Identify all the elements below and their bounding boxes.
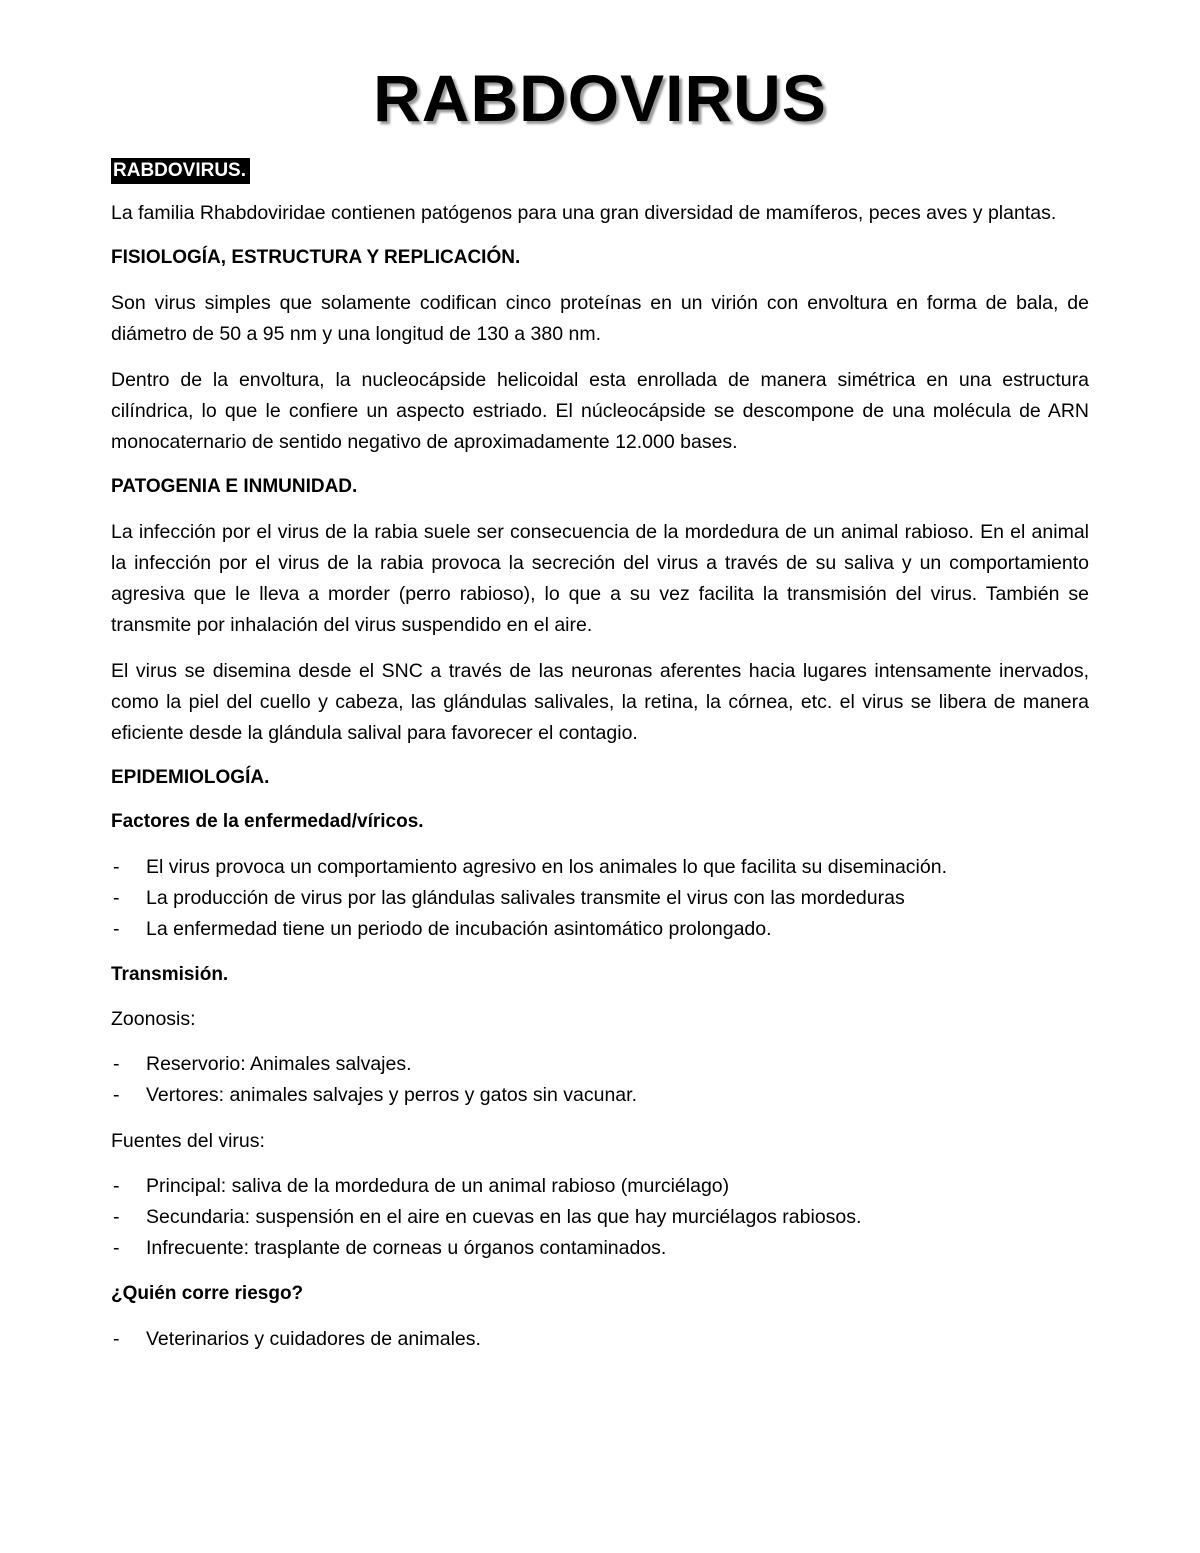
pathogenesis-paragraph-2: El virus se disemina desde el SNC a través de las neuronas aferentes hacia lugares intensamente inervados, como la piel del cuello y cabeza, las glándulas salivales, la retina, la córnea, etc. el virus se libera de manera eficiente desde la glándula salival para favorecer el contagio.	[111, 660, 1089, 744]
dash-bullet: -	[113, 856, 120, 878]
section-label: RABDOVIRUS.	[111, 158, 250, 184]
dash-bullet: -	[113, 887, 120, 909]
dash-bullet: -	[113, 1237, 120, 1259]
dash-bullet: -	[113, 1084, 120, 1106]
list-item-text: Vertores: animales salvajes y perros y gatos sin vacunar.	[146, 1084, 637, 1106]
list-item-text: Principal: saliva de la mordedura de un animal rabioso (murciélago)	[146, 1175, 730, 1197]
dash-bullet: -	[113, 1328, 120, 1350]
list-item-text: La enfermedad tiene un periodo de incubación asintomático prolongado.	[146, 918, 772, 940]
physiology-paragraph-2: Dentro de la envoltura, la nucleocápside helicoidal esta enrollada de manera simétrica en una estructura cilíndrica, lo que le confiere un aspecto estriado. El núcleocápside se descompone de una molécula de ARN monocaternario de sentido negativo de aproximadamente 12.000 bases.	[111, 369, 1089, 453]
zoonosis-label: Zoonosis:	[111, 1008, 196, 1030]
dash-bullet: -	[113, 1175, 120, 1197]
list-item	[111, 1202, 1089, 1233]
list-item	[111, 1049, 1089, 1080]
list-item	[111, 1233, 1089, 1264]
list-item	[111, 852, 1089, 883]
factors-list	[111, 852, 1089, 945]
physiology-paragraph-1: Son virus simples que solamente codifican cinco proteínas en un virión con envoltura en forma de bala, de diámetro de 50 a 95 nm y una longitud de 130 a 380 nm.	[111, 292, 1089, 345]
risk-list	[111, 1324, 1089, 1355]
document-page	[111, 60, 1089, 1371]
dash-bullet: -	[113, 918, 120, 940]
sources-label: Fuentes del virus:	[111, 1130, 265, 1152]
sources-list	[111, 1171, 1089, 1264]
heading-transmission: Transmisión.	[111, 964, 229, 985]
list-item-text: Infrecuente: trasplante de corneas u órganos contaminados.	[146, 1237, 667, 1259]
list-item	[111, 883, 1089, 914]
list-item-text: Secundaria: suspensión en el aire en cuevas en las que hay murciélagos rabiosos.	[146, 1206, 862, 1228]
list-item	[111, 914, 1089, 945]
list-item-text: El virus provoca un comportamiento agresivo en los animales lo que facilita su diseminación.	[146, 856, 947, 878]
heading-risk: ¿Quién corre riesgo?	[111, 1283, 304, 1304]
dash-bullet: -	[113, 1053, 120, 1075]
list-item-text: La producción de virus por las glándulas salivales transmite el virus con las mordeduras	[146, 887, 905, 909]
list-item	[111, 1324, 1089, 1355]
list-item-text: Veterinarios y cuidadores de animales.	[146, 1328, 481, 1350]
pathogenesis-paragraph-1: La infección por el virus de la rabia suele ser consecuencia de la mordedura de un animal rabioso. En el animal la infección por el virus de la rabia provoca la secreción del virus a través de su saliva y un comportamiento agresiva que le lleva a morder (perro rabioso), lo que a su vez facilita la transmisión del virus. También se transmite por inhalación del virus suspendido en el aire.	[111, 521, 1089, 636]
heading-physiology: FISIOLOGÍA, ESTRUCTURA Y REPLICACIÓN.	[111, 247, 521, 268]
intro-paragraph: La familia Rhabdoviridae contienen patógenos para una gran diversidad de mamíferos, peces aves y plantas.	[111, 202, 1057, 224]
heading-epidemiology: EPIDEMIOLOGÍA.	[111, 767, 270, 788]
heading-factors: Factores de la enfermedad/víricos.	[111, 811, 424, 832]
zoonosis-list	[111, 1049, 1089, 1111]
heading-pathogenesis: PATOGENIA E INMUNIDAD.	[111, 476, 358, 497]
document-title: RABDOVIRUS	[373, 61, 827, 135]
dash-bullet: -	[113, 1206, 120, 1228]
list-item-text: Reservorio: Animales salvajes.	[146, 1053, 412, 1075]
list-item	[111, 1080, 1089, 1111]
list-item	[111, 1171, 1089, 1202]
